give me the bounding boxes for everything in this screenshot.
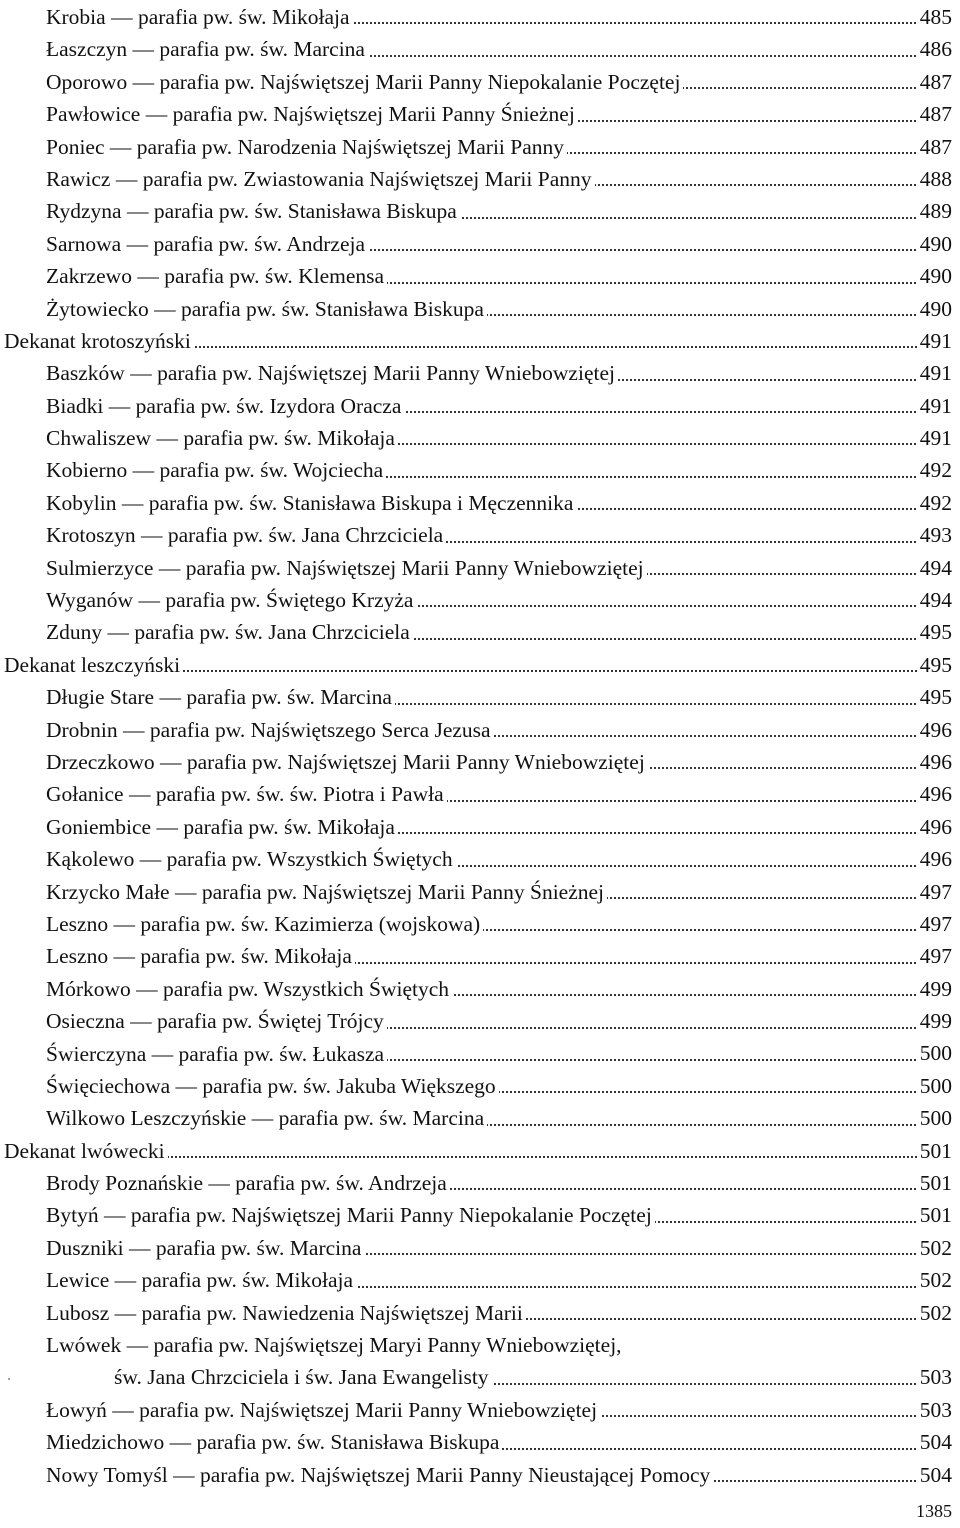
parish-entry xyxy=(0,746,960,778)
parish-entry xyxy=(0,811,960,843)
entry-page-number: 491 xyxy=(917,357,952,389)
entry-page-number: 490 xyxy=(917,293,952,325)
parish-entry xyxy=(0,1102,960,1134)
entry-title: Miedzichowo — parafia pw. św. Stanisława Biskupa xyxy=(46,1426,502,1458)
entry-title: Dekanat leszczyński xyxy=(4,649,183,681)
entry-page-number: 496 xyxy=(917,778,952,810)
entry-title: Zduny — parafia pw. św. Jana Chrzciciela xyxy=(46,616,413,648)
entry-title-continuation: św. Jana Chrzciciela i św. Jana Ewangelisty xyxy=(114,1361,492,1393)
entry-title: Sulmierzyce — parafia pw. Najświętszej Marii Panny Wniebowziętej xyxy=(46,552,647,584)
entry-page-number: 503 xyxy=(917,1394,952,1426)
parish-entry xyxy=(0,66,960,98)
entry-title: Krotoszyn — parafia pw. św. Jana Chrzciciela xyxy=(46,519,446,551)
entry-title: Leszno — parafia pw. św. Mikołaja xyxy=(46,940,355,972)
parish-entry xyxy=(0,616,960,648)
parish-entry xyxy=(0,1005,960,1037)
parish-entry xyxy=(0,293,960,325)
parish-entry xyxy=(0,390,960,422)
deanery-heading xyxy=(0,649,960,681)
parish-entry xyxy=(0,681,960,713)
parish-entry xyxy=(0,357,960,389)
entry-page-number: 502 xyxy=(917,1297,952,1329)
parish-entry xyxy=(0,1199,960,1231)
entry-page-number: 495 xyxy=(917,616,952,648)
entry-title: Świerczyna — parafia pw. św. Łukasza xyxy=(46,1038,387,1070)
entry-page-number: 496 xyxy=(917,843,952,875)
entry-page-number: 496 xyxy=(917,811,952,843)
parish-entry xyxy=(0,422,960,454)
entry-page-number: 496 xyxy=(917,714,952,746)
parish-entry xyxy=(0,1232,960,1264)
entry-page-number: 492 xyxy=(917,454,952,486)
entry-page-number: 501 xyxy=(917,1199,952,1231)
entry-page-number: 504 xyxy=(917,1426,952,1458)
entry-page-number: 489 xyxy=(917,195,952,227)
entry-title: Mórkowo — parafia pw. Wszystkich Świętych xyxy=(46,973,452,1005)
parish-entry xyxy=(0,131,960,163)
parish-entry xyxy=(0,1038,960,1070)
entry-title: Drobnin — parafia pw. Najświętszego Serca Jezusa xyxy=(46,714,494,746)
entry-title: Rydzyna — parafia pw. św. Stanisława Biskupa xyxy=(46,195,460,227)
entry-title: Wyganów — parafia pw. Świętego Krzyża xyxy=(46,584,416,616)
entry-page-number: 502 xyxy=(917,1264,952,1296)
parish-entry xyxy=(0,843,960,875)
entry-page-number: 494 xyxy=(917,552,952,584)
entry-page-number: 497 xyxy=(917,876,952,908)
parish-entry xyxy=(0,1297,960,1329)
parish-entry xyxy=(0,519,960,551)
parish-entry xyxy=(0,584,960,616)
entry-page-number: 495 xyxy=(917,649,952,681)
entry-page-number: 497 xyxy=(917,908,952,940)
parish-entry xyxy=(0,876,960,908)
entry-title: Nowy Tomyśl — parafia pw. Najświętszej Marii Panny Nieustającej Pomocy xyxy=(46,1459,713,1491)
parish-entry xyxy=(0,228,960,260)
entry-page-number: 491 xyxy=(917,325,952,357)
parish-entry xyxy=(0,908,960,940)
entry-page-number: 487 xyxy=(917,98,952,130)
entry-title: Oporowo — parafia pw. Najświętszej Marii Panny Niepokalanie Poczętej xyxy=(46,66,683,98)
entry-title: Rawicz — parafia pw. Zwiastowania Najświętszej Marii Panny xyxy=(46,163,595,195)
entry-page-number: 487 xyxy=(917,131,952,163)
parish-entry xyxy=(0,454,960,486)
entry-page-number: 485 xyxy=(917,1,952,33)
parish-entry xyxy=(0,1070,960,1102)
parish-entry xyxy=(0,714,960,746)
parish-entry xyxy=(0,163,960,195)
entry-title: Pawłowice — parafia pw. Najświętszej Marii Panny Śnieżnej xyxy=(46,98,578,130)
entry-page-number: 504 xyxy=(917,1459,952,1491)
entry-page-number: 503 xyxy=(917,1361,952,1393)
entry-title: Gołanice — parafia pw. św. św. Piotra i Pawła xyxy=(46,778,447,810)
entry-page-number: 501 xyxy=(917,1167,952,1199)
entry-page-number: 500 xyxy=(917,1102,952,1134)
entry-title: Leszno — parafia pw. św. Kazimierza (wojskowa) xyxy=(46,908,483,940)
entry-title: Krzycko Małe — parafia pw. Najświętszej Marii Panny Śnieżnej xyxy=(46,876,607,908)
entry-page-number: 486 xyxy=(917,33,952,65)
entry-page-number: 496 xyxy=(917,746,952,778)
entry-page-number: 492 xyxy=(917,487,952,519)
page-number: 1385 xyxy=(916,1501,952,1521)
entry-page-number: 499 xyxy=(917,1005,952,1037)
entry-title: Biadki — parafia pw. św. Izydora Oracza xyxy=(46,390,404,422)
entry-title: Kąkolewo — parafia pw. Wszystkich Świętych xyxy=(46,843,456,875)
parish-entry xyxy=(0,940,960,972)
entry-page-number: 490 xyxy=(917,228,952,260)
entry-page-number: 500 xyxy=(917,1037,952,1069)
parish-entry xyxy=(0,1,960,33)
entry-title: Sarnowa — parafia pw. św. Andrzeja xyxy=(46,228,368,260)
entry-title: Łaszczyn — parafia pw. św. Marcina xyxy=(46,33,368,65)
entry-page-number: 501 xyxy=(917,1135,952,1167)
entry-title: Kobierno — parafia pw. św. Wojciecha xyxy=(46,454,386,486)
entry-title: Wilkowo Leszczyńskie — parafia pw. św. Marcina xyxy=(46,1102,487,1134)
parish-entry xyxy=(0,195,960,227)
entry-title: Zakrzewo — parafia pw. św. Klemensa xyxy=(46,260,387,292)
entry-page-number: 499 xyxy=(917,973,952,1005)
entry-page-number: 491 xyxy=(917,390,952,422)
entry-title: Chwaliszew — parafia pw. św. Mikołaja xyxy=(46,422,398,454)
entry-title: Dekanat lwówecki xyxy=(4,1135,168,1167)
parish-entry xyxy=(0,487,960,519)
parish-entry xyxy=(0,1394,960,1426)
entry-title: Dekanat krotoszyński xyxy=(4,325,194,357)
parish-entry xyxy=(0,973,960,1005)
deanery-heading xyxy=(0,1135,960,1167)
entry-title: Brody Poznańskie — parafia pw. św. Andrzeja xyxy=(46,1167,450,1199)
entry-title: Osieczna — parafia pw. Świętej Trójcy xyxy=(46,1005,387,1037)
parish-entry xyxy=(0,1167,960,1199)
entry-title: Drzeczkowo — parafia pw. Najświętszej Marii Panny Wniebowziętej xyxy=(46,746,648,778)
parish-entry xyxy=(0,260,960,292)
entry-title: Baszków — parafia pw. Najświętszej Marii Panny Wniebowziętej xyxy=(46,357,618,389)
parish-entry xyxy=(0,1459,960,1491)
entry-title: Święciechowa — parafia pw. św. Jakuba Większego xyxy=(46,1070,499,1102)
entry-page-number: 493 xyxy=(917,519,952,551)
parish-entry xyxy=(0,1264,960,1296)
entry-title: Lewice — parafia pw. św. Mikołaja xyxy=(46,1264,356,1296)
entry-page-number: 500 xyxy=(917,1070,952,1102)
parish-entry xyxy=(0,552,960,584)
parish-entry xyxy=(0,1426,960,1458)
parish-entry xyxy=(0,1329,960,1394)
parish-entry xyxy=(0,98,960,130)
entry-title: Lubosz — parafia pw. Nawiedzenia Najświętszej Marii xyxy=(46,1297,526,1329)
entry-title: Żytowiecko — parafia pw. św. Stanisława Biskupa xyxy=(46,293,487,325)
entry-title: Długie Stare — parafia pw. św. Marcina xyxy=(46,681,395,713)
margin-speck xyxy=(8,1378,10,1380)
entry-page-number: 502 xyxy=(917,1232,952,1264)
entry-title: Lwówek — parafia pw. Najświętszej Maryi Panny Wniebowziętej, xyxy=(46,1329,625,1361)
entry-page-number: 490 xyxy=(917,260,952,292)
entry-title: Łowyń — parafia pw. Najświętszej Marii Panny Wniebowziętej xyxy=(46,1394,600,1426)
entry-page-number: 487 xyxy=(917,66,952,98)
entry-page-number: 495 xyxy=(917,681,952,713)
entry-title: Kobylin — parafia pw. św. Stanisława Biskupa i Męczennika xyxy=(46,487,576,519)
entry-title: Bytyń — parafia pw. Najświętszej Marii Panny Niepokalanie Poczętej xyxy=(46,1199,655,1231)
entry-page-number: 488 xyxy=(917,163,952,195)
parish-entry xyxy=(0,778,960,810)
deanery-heading xyxy=(0,325,960,357)
entry-title: Poniec — parafia pw. Narodzenia Najświętszej Marii Panny xyxy=(46,131,567,163)
parish-entry xyxy=(0,33,960,65)
entry-title: Krobia — parafia pw. św. Mikołaja xyxy=(46,1,353,33)
entry-title: Duszniki — parafia pw. św. Marcina xyxy=(46,1232,364,1264)
entry-page-number: 494 xyxy=(917,584,952,616)
entry-page-number: 491 xyxy=(917,422,952,454)
entry-page-number: 497 xyxy=(917,940,952,972)
entry-title: Goniembice — parafia pw. św. Mikołaja xyxy=(46,811,398,843)
